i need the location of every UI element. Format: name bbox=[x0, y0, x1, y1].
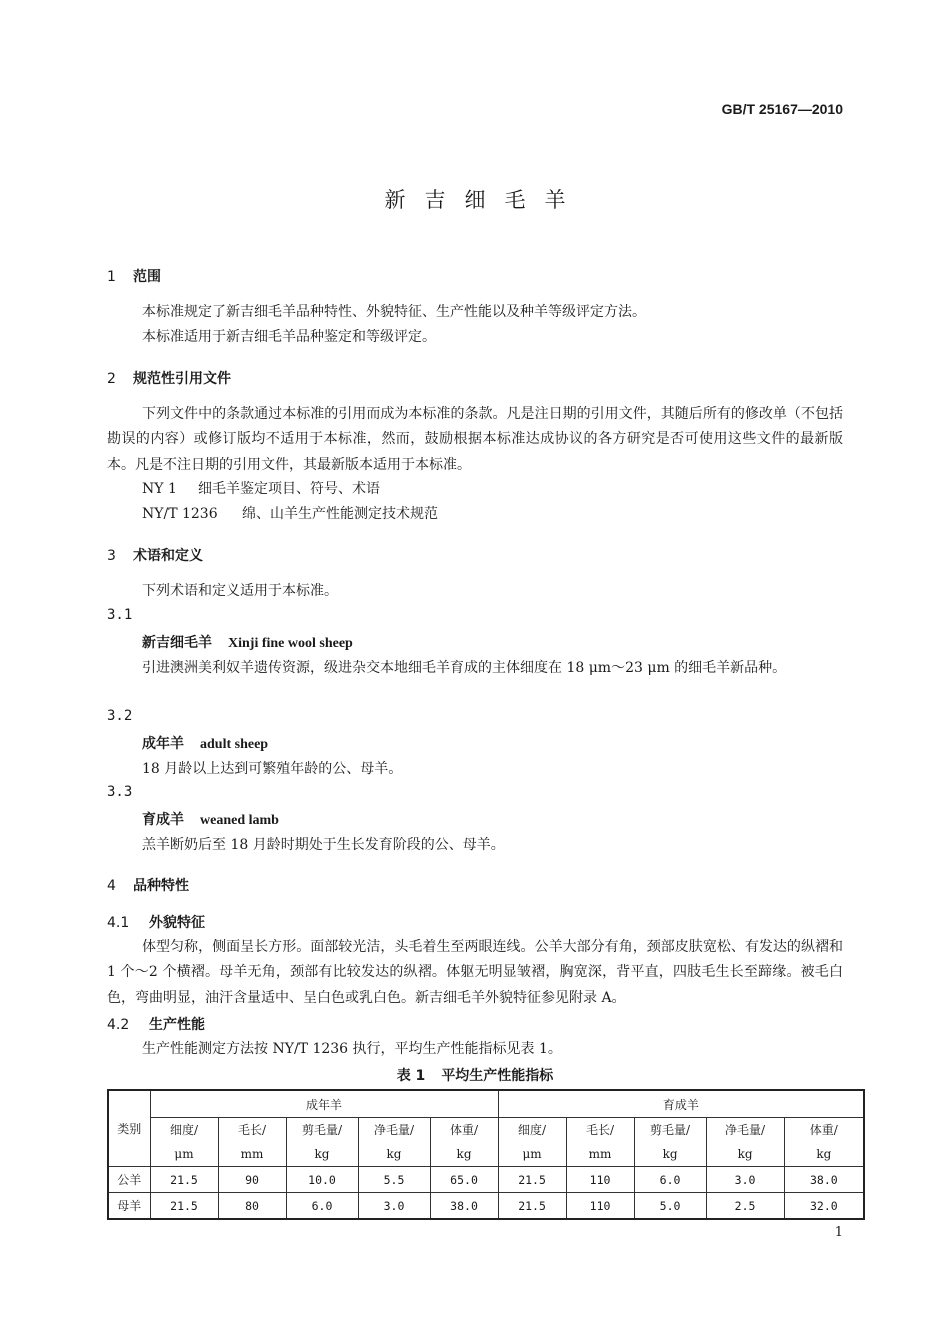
scope-paragraph-1: 本标准规定了新吉细毛羊品种特性、外貌特征、生产性能以及种羊等级评定方法。 bbox=[142, 304, 646, 320]
table-cell: 21.5 bbox=[150, 1193, 218, 1220]
column-unit: kg bbox=[737, 1147, 753, 1161]
table-cell: 110 bbox=[566, 1193, 634, 1220]
table-caption bbox=[0, 1065, 950, 1085]
table-cell: 38.0 bbox=[784, 1167, 864, 1193]
section-3-heading bbox=[107, 545, 203, 565]
table-cell: 32.0 bbox=[784, 1193, 864, 1220]
column-name: 细度/ bbox=[169, 1123, 199, 1137]
table-cell: 110 bbox=[566, 1167, 634, 1193]
term-definition: 羔羊断奶后至 18 月龄时期处于生长发育阶段的公、母羊。 bbox=[142, 837, 505, 853]
subsection-4-1-heading bbox=[107, 912, 205, 932]
table-cell: 3.0 bbox=[358, 1193, 430, 1220]
table-cell: 65.0 bbox=[430, 1167, 498, 1193]
subsection-number: 4.1 bbox=[107, 915, 130, 931]
section-4-heading bbox=[107, 875, 189, 895]
column-unit: kg bbox=[314, 1147, 330, 1161]
term-english: Xinji fine wool sheep bbox=[228, 636, 353, 651]
subsection-title: 外貌特征 bbox=[149, 915, 205, 931]
section-number: 1 bbox=[107, 269, 116, 285]
column-unit: kg bbox=[456, 1147, 472, 1161]
column-unit: kg bbox=[662, 1147, 678, 1161]
performance-table bbox=[107, 1089, 865, 1220]
table-column-header-row bbox=[108, 1118, 864, 1167]
terms-intro-paragraph: 下列术语和定义适用于本标准。 bbox=[142, 583, 338, 599]
table-cell: 5.0 bbox=[634, 1193, 706, 1220]
table-cell: 80 bbox=[218, 1193, 286, 1220]
subsection-title: 生产性能 bbox=[149, 1017, 205, 1033]
column-name: 剪毛量/ bbox=[650, 1123, 691, 1137]
term-chinese: 成年羊 bbox=[142, 736, 184, 752]
term-number: 3.2 bbox=[107, 708, 133, 724]
table-cell: 21.5 bbox=[498, 1193, 566, 1220]
table-cell: 38.0 bbox=[430, 1193, 498, 1220]
appearance-paragraph: 体型匀称，侧面呈长方形。面部较光洁，头毛着生至两眼连线。公羊大部分有角，颈部皮肤宽松、有发达的纵褶和 1 个～2 个横褶。母羊无角，颈部有比较发达的纵褶。体躯无明显皱褶，胸宽深，背平直，四肢毛生长至蹄缘。被毛白色，弯曲明显，油汗含量适中、呈白色或乳白色。新吉细毛羊外貌特征参见附录 A。 bbox=[107, 939, 843, 1006]
term-heading bbox=[142, 733, 268, 753]
table-caption-number: 表 1 bbox=[396, 1068, 426, 1084]
table-group-header-row bbox=[108, 1090, 864, 1118]
standard-number: GB/T 25167—2010 bbox=[721, 101, 843, 117]
column-unit: mm bbox=[588, 1147, 612, 1161]
scope-paragraph-2: 本标准适用于新吉细毛羊品种鉴定和等级评定。 bbox=[142, 329, 436, 345]
column-header bbox=[706, 1118, 784, 1167]
table-cell: 2.5 bbox=[706, 1193, 784, 1220]
reference-title: 绵、山羊生产性能测定技术规范 bbox=[242, 506, 438, 522]
subsection-number: 4.2 bbox=[107, 1017, 130, 1033]
column-unit: kg bbox=[816, 1147, 832, 1161]
table-cell: 21.5 bbox=[498, 1167, 566, 1193]
column-name: 体重/ bbox=[809, 1123, 838, 1137]
column-header bbox=[430, 1118, 498, 1167]
reference-code: NY/T 1236 bbox=[142, 506, 218, 522]
column-name: 毛长/ bbox=[237, 1123, 267, 1137]
table-cell: 21.5 bbox=[150, 1167, 218, 1193]
table-cell: 5.5 bbox=[358, 1167, 430, 1193]
reference-title: 细毛羊鉴定项目、符号、术语 bbox=[198, 481, 380, 497]
table-cell: 3.0 bbox=[706, 1167, 784, 1193]
column-name: 体重/ bbox=[450, 1123, 479, 1137]
table-cell: 90 bbox=[218, 1167, 286, 1193]
column-unit: kg bbox=[386, 1147, 402, 1161]
term-definition: 18 月龄以上达到可繁殖年龄的公、母羊。 bbox=[142, 761, 403, 777]
column-header bbox=[218, 1118, 286, 1167]
table-caption-title: 平均生产性能指标 bbox=[441, 1068, 554, 1084]
section-number: 3 bbox=[107, 548, 116, 564]
column-unit: μm bbox=[522, 1147, 542, 1161]
term-number: 3.1 bbox=[107, 607, 133, 623]
table-cell: 10.0 bbox=[286, 1167, 358, 1193]
reference-item bbox=[142, 503, 438, 523]
column-name: 剪毛量/ bbox=[301, 1123, 343, 1137]
document-title: 新吉细毛羊 bbox=[384, 188, 585, 212]
column-name: 毛长/ bbox=[586, 1123, 615, 1137]
term-heading bbox=[142, 632, 353, 652]
term-english: adult sheep bbox=[200, 737, 269, 752]
section-title: 规范性引用文件 bbox=[133, 371, 231, 387]
group-header-adult: 成年羊 bbox=[150, 1090, 498, 1118]
section-number: 4 bbox=[107, 878, 116, 894]
section-2-heading bbox=[107, 368, 231, 388]
column-header bbox=[150, 1118, 218, 1167]
column-name: 细度/ bbox=[518, 1123, 547, 1137]
term-chinese: 育成羊 bbox=[142, 812, 184, 828]
table-row-ewe bbox=[108, 1193, 864, 1220]
term-definition: 引进澳洲美利奴羊遗传资源，级进杂交本地细毛羊育成的主体细度在 18 μm～23 μm 的细毛羊新品种。 bbox=[142, 660, 787, 676]
column-name: 净毛量/ bbox=[725, 1123, 766, 1137]
table-cell: 6.0 bbox=[634, 1167, 706, 1193]
column-header bbox=[358, 1118, 430, 1167]
section-title: 术语和定义 bbox=[133, 548, 203, 564]
subsection-4-2-heading bbox=[107, 1014, 205, 1034]
section-1-heading bbox=[107, 266, 161, 286]
column-header bbox=[286, 1118, 358, 1167]
reference-code: NY 1 bbox=[142, 481, 177, 497]
column-header bbox=[634, 1118, 706, 1167]
section-title: 范围 bbox=[133, 269, 161, 285]
row-label: 公羊 bbox=[108, 1167, 150, 1193]
table-corner-cell: 类别 bbox=[108, 1090, 150, 1167]
column-name: 净毛量/ bbox=[373, 1123, 415, 1137]
column-header bbox=[498, 1118, 566, 1167]
performance-paragraph: 生产性能测定方法按 NY/T 1236 执行，平均生产性能指标见表 1。 bbox=[142, 1041, 562, 1057]
reference-item bbox=[142, 478, 380, 498]
row-label: 母羊 bbox=[108, 1193, 150, 1220]
term-number: 3.3 bbox=[107, 784, 133, 800]
term-heading bbox=[142, 809, 279, 829]
column-header bbox=[784, 1118, 864, 1167]
group-header-weaned: 育成羊 bbox=[498, 1090, 864, 1118]
table-row-ram bbox=[108, 1167, 864, 1193]
section-number: 2 bbox=[107, 371, 116, 387]
normative-references-paragraph: 下列文件中的条款通过本标准的引用而成为本标准的条款。凡是注日期的引用文件，其随后所有的修改单（不包括勘误的内容）或修订版均不适用于本标准，然而，鼓励根据本标准达成协议的各方研究是否可使用这些文件的最新版本。凡是不注日期的引用文件，其最新版本适用于本标准。 bbox=[107, 406, 843, 473]
section-title: 品种特性 bbox=[133, 878, 189, 894]
table-cell: 6.0 bbox=[286, 1193, 358, 1220]
column-unit: μm bbox=[174, 1147, 194, 1161]
term-english: weaned lamb bbox=[200, 813, 279, 828]
term-chinese: 新吉细毛羊 bbox=[142, 635, 212, 651]
page-number: 1 bbox=[834, 1225, 843, 1240]
column-unit: mm bbox=[240, 1147, 264, 1161]
column-header bbox=[566, 1118, 634, 1167]
